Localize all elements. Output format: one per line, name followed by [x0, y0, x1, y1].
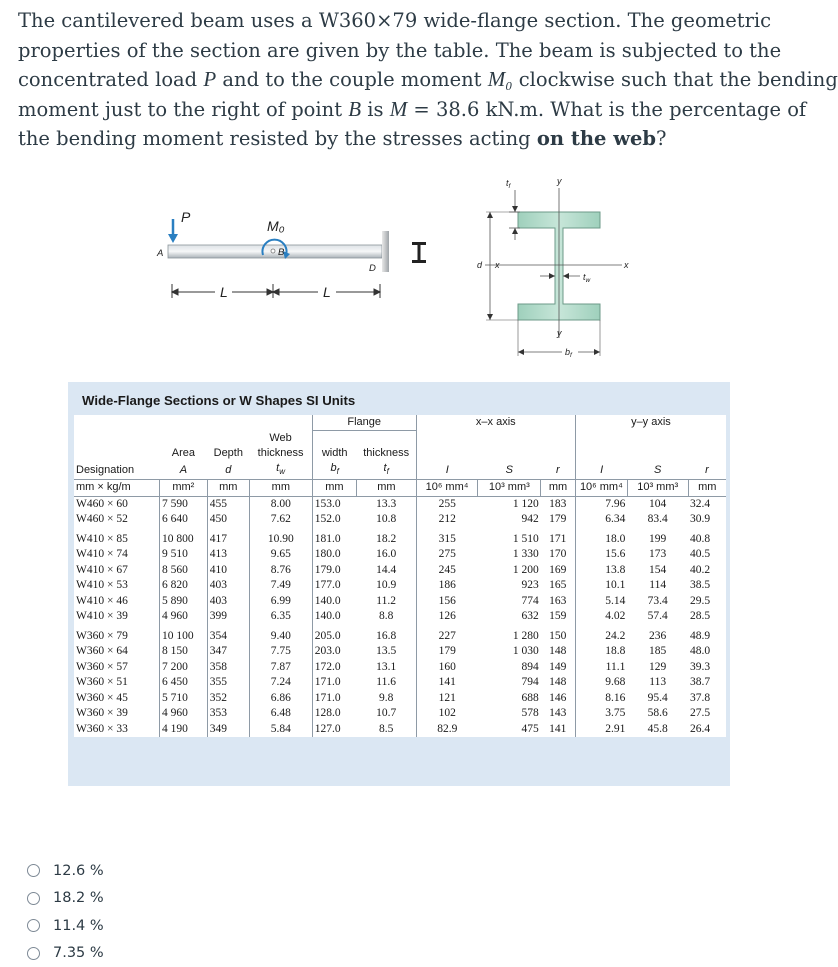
table-cell: 181.0 [312, 528, 356, 548]
table-cell: 11.6 [357, 675, 417, 691]
header-Iy: I [575, 461, 627, 480]
table-row [74, 691, 726, 707]
label-x-right: x [623, 260, 629, 270]
table-cell: 7.62 [249, 512, 312, 528]
beam-figure [0, 0, 773, 370]
option-4[interactable] [27, 940, 104, 967]
table-cell: 48.9 [688, 625, 726, 645]
label-L2: L [323, 284, 331, 300]
table-title: Wide-Flange Sections or W Shapes SI Units [82, 393, 726, 408]
header-designation: Designation [74, 461, 160, 480]
header-web-thickness: thickness [249, 446, 312, 461]
table-cell: 7.24 [249, 675, 312, 691]
table-cell: 18.0 [575, 528, 627, 548]
table-cell: 9.40 [249, 625, 312, 645]
table-cell: 10.9 [357, 578, 417, 594]
table-cell: 417 [207, 528, 249, 548]
header-Sx: S [478, 461, 541, 480]
table-cell: 413 [207, 547, 249, 563]
table-cell: 141 [416, 675, 478, 691]
label-A: A [156, 248, 163, 259]
table-cell: 171.0 [312, 691, 356, 707]
table-cell: 5.84 [249, 722, 312, 738]
table-row [74, 609, 726, 625]
radio-button[interactable] [27, 947, 40, 960]
header-bf: $b_f$ [312, 461, 356, 480]
table-cell: 143 [541, 706, 576, 722]
table-cell: 7.49 [249, 578, 312, 594]
question-line-3: concentrated load P and to the couple moment M₀ clockwise such that the bending [18, 65, 778, 95]
table-cell: 8.16 [575, 691, 627, 707]
table-cell: 152.0 [312, 512, 356, 528]
table-cell: 154 [627, 563, 688, 579]
table-cell: 1 120 [478, 496, 541, 512]
table-cell: 150 [541, 625, 576, 645]
table-header [74, 415, 726, 480]
answer-options [27, 857, 104, 967]
table-cell: 39.3 [688, 660, 726, 676]
header-xx-axis: x–x axis [416, 415, 575, 431]
table-cell: 160 [416, 660, 478, 676]
table-row [74, 625, 726, 645]
table-cell: 32.4 [688, 496, 726, 512]
table-cell: 5 890 [160, 594, 208, 610]
table-cell: 8.76 [249, 563, 312, 579]
table-cell: 347 [207, 644, 249, 660]
table-cell: 177.0 [312, 578, 356, 594]
table-row [74, 660, 726, 676]
designation-cell: W360 × 79 [74, 625, 160, 645]
table-cell: 11.2 [357, 594, 417, 610]
header-flange: Flange [312, 415, 416, 431]
table-cell: 169 [541, 563, 576, 579]
table-cell: 11.1 [575, 660, 627, 676]
table-cell: 104 [627, 496, 688, 512]
table-cell: 205.0 [312, 625, 356, 645]
table-cell: 179.0 [312, 563, 356, 579]
table-cell: 227 [416, 625, 478, 645]
designation-cell: W410 × 53 [74, 578, 160, 594]
table-cell: 410 [207, 563, 249, 579]
radio-button[interactable] [27, 892, 40, 905]
table-cell: 146 [541, 691, 576, 707]
option-label: 12.6 % [53, 863, 104, 879]
table-cell: 245 [416, 563, 478, 579]
label-B: B [278, 247, 285, 258]
table-cell: 5.14 [575, 594, 627, 610]
table-cell: 9.65 [249, 547, 312, 563]
table-cell: 9.8 [357, 691, 417, 707]
table-cell: 57.4 [627, 609, 688, 625]
table-cell: 399 [207, 609, 249, 625]
table-cell: 7 200 [160, 660, 208, 676]
table-cell: 352 [207, 691, 249, 707]
table-cell: 9.68 [575, 675, 627, 691]
header-rx: r [541, 461, 576, 480]
load-P-arrow [168, 219, 178, 243]
table-cell: 7.96 [575, 496, 627, 512]
table-cell: 40.2 [688, 563, 726, 579]
table-cell: 37.8 [688, 691, 726, 707]
table-cell: 10 800 [160, 528, 208, 548]
table-cell: 923 [478, 578, 541, 594]
label-P: P [181, 209, 191, 225]
option-1[interactable] [27, 857, 104, 885]
designation-cell: W460 × 52 [74, 512, 160, 528]
designation-cell: W360 × 57 [74, 660, 160, 676]
question-line-2: properties of the section are given by the table. The beam is subjected to the [18, 36, 778, 66]
option-3[interactable] [27, 912, 104, 940]
table-row [74, 578, 726, 594]
table-cell: 4.02 [575, 609, 627, 625]
question-line-1: The cantilevered beam uses a W360×79 wide-flange section. The geometric [18, 6, 778, 36]
table-cell: 1 030 [478, 644, 541, 660]
header-web: Web [249, 431, 312, 447]
table-cell: 6.86 [249, 691, 312, 707]
label-tf: $t_f$ [506, 178, 512, 190]
table-cell: 355 [207, 675, 249, 691]
designation-cell: W410 × 46 [74, 594, 160, 610]
table-cell: 1 200 [478, 563, 541, 579]
option-label: 11.4 % [53, 918, 104, 934]
table-cell: 6 820 [160, 578, 208, 594]
table-cell: 29.5 [688, 594, 726, 610]
header-ry: r [688, 461, 726, 480]
table-cell: 38.5 [688, 578, 726, 594]
table-cell: 7 590 [160, 496, 208, 512]
label-y-bottom: y [556, 328, 562, 338]
table-cell: 13.8 [575, 563, 627, 579]
table-row [74, 675, 726, 691]
table-row [74, 594, 726, 610]
table-cell: 6 450 [160, 675, 208, 691]
wide-flange-table [74, 415, 726, 737]
table-cell: 83.4 [627, 512, 688, 528]
table-cell: 1 510 [478, 528, 541, 548]
designation-cell: W410 × 39 [74, 609, 160, 625]
wall-support [382, 231, 389, 272]
label-y-top: y [556, 176, 562, 186]
wide-flange-table-panel [68, 382, 730, 786]
table-cell: 173 [627, 547, 688, 563]
label-d: d [477, 260, 483, 270]
table-cell: 140.0 [312, 594, 356, 610]
table-cell: 185 [627, 644, 688, 660]
table-cell: 14.4 [357, 563, 417, 579]
table-cell: 10.8 [357, 512, 417, 528]
table-cell: 3.75 [575, 706, 627, 722]
label-x-left: x [494, 260, 500, 270]
designation-cell: W410 × 85 [74, 528, 160, 548]
header-area: Area [160, 446, 208, 461]
table-cell: 358 [207, 660, 249, 676]
table-cell: 38.7 [688, 675, 726, 691]
table-cell: 163 [541, 594, 576, 610]
table-cell: 2.91 [575, 722, 627, 738]
table-cell: 141 [541, 722, 576, 738]
table-cell: 40.5 [688, 547, 726, 563]
table-cell: 203.0 [312, 644, 356, 660]
table-cell: 172.0 [312, 660, 356, 676]
table-cell: 179 [541, 512, 576, 528]
table-cell: 126 [416, 609, 478, 625]
table-cell: 58.6 [627, 706, 688, 722]
table-cell: 349 [207, 722, 249, 738]
table-cell: 1 330 [478, 547, 541, 563]
table-cell: 8 560 [160, 563, 208, 579]
question-line-4: moment just to the right of point B is M = 38.6 kN.m. What is the percentage of [18, 95, 778, 125]
table-cell: 10 100 [160, 625, 208, 645]
table-cell: 403 [207, 578, 249, 594]
table-row [74, 563, 726, 579]
table-cell: 4 190 [160, 722, 208, 738]
table-cell: 8.00 [249, 496, 312, 512]
label-tw: $t_w$ [583, 272, 592, 284]
table-cell: 353 [207, 706, 249, 722]
table-cell: 6.48 [249, 706, 312, 722]
table-cell: 114 [627, 578, 688, 594]
table-cell: 8.5 [357, 722, 417, 738]
table-cell: 450 [207, 512, 249, 528]
table-body [74, 480, 726, 738]
i-section-symbol [412, 242, 426, 263]
table-cell: 95.4 [627, 691, 688, 707]
table-cell: 894 [478, 660, 541, 676]
table-cell: 774 [478, 594, 541, 610]
table-cell: 82.9 [416, 722, 478, 738]
units-row: mm × kg/m mm² mm mm mm mm 10⁶ mm⁴ 10³ mm³ mm 10⁶ mm⁴ 10³ mm³ mm [74, 480, 726, 497]
option-2[interactable] [27, 885, 104, 913]
header-depth: Depth [207, 446, 249, 461]
header-d: d [207, 461, 249, 480]
table-cell: 183 [541, 496, 576, 512]
table-cell: 186 [416, 578, 478, 594]
table-row [74, 496, 726, 512]
table-cell: 148 [541, 675, 576, 691]
table-cell: 4 960 [160, 706, 208, 722]
table-cell: 475 [478, 722, 541, 738]
table-cell: 45.8 [627, 722, 688, 738]
table-cell: 5 710 [160, 691, 208, 707]
table-row [74, 722, 726, 738]
table-cell: 102 [416, 706, 478, 722]
table-cell: 171 [541, 528, 576, 548]
header-A: A [160, 461, 208, 480]
table-cell: 149 [541, 660, 576, 676]
table-row [74, 528, 726, 548]
label-bf: $b_f$ [565, 347, 573, 359]
table-cell: 18.8 [575, 644, 627, 660]
table-cell: 24.2 [575, 625, 627, 645]
table-cell: 165 [541, 578, 576, 594]
table-cell: 179 [416, 644, 478, 660]
designation-cell: W410 × 74 [74, 547, 160, 563]
table-cell: 6.99 [249, 594, 312, 610]
label-D: D [369, 263, 376, 274]
radio-button[interactable] [27, 864, 40, 877]
table-cell: 148 [541, 644, 576, 660]
table-cell: 15.6 [575, 547, 627, 563]
header-tw: $t_w$ [249, 461, 312, 480]
table-cell: 40.8 [688, 528, 726, 548]
radio-button[interactable] [27, 919, 40, 932]
table-cell: 942 [478, 512, 541, 528]
table-cell: 6.35 [249, 609, 312, 625]
table-cell: 10.7 [357, 706, 417, 722]
table-cell: 7.87 [249, 660, 312, 676]
table-cell: 9 510 [160, 547, 208, 563]
cross-section [485, 188, 622, 356]
table-cell: 121 [416, 691, 478, 707]
table-cell: 26.4 [688, 722, 726, 738]
option-label: 18.2 % [53, 890, 104, 906]
table-cell: 199 [627, 528, 688, 548]
table-cell: 171.0 [312, 675, 356, 691]
option-label: 7.35 % [53, 945, 104, 961]
designation-cell: W460 × 60 [74, 496, 160, 512]
table-cell: 403 [207, 594, 249, 610]
designation-cell: W360 × 33 [74, 722, 160, 738]
table-cell: 159 [541, 609, 576, 625]
table-cell: 275 [416, 547, 478, 563]
question-line-5: the bending moment resisted by the stresses acting on the web? [18, 124, 778, 154]
table-cell: 30.9 [688, 512, 726, 528]
table-cell: 4 960 [160, 609, 208, 625]
header-yy-axis: y–y axis [575, 415, 726, 431]
designation-cell: W360 × 51 [74, 675, 160, 691]
designation-cell: W410 × 67 [74, 563, 160, 579]
table-cell: 48.0 [688, 644, 726, 660]
table-cell: 129 [627, 660, 688, 676]
header-width: width [312, 446, 356, 461]
table-cell: 8 150 [160, 644, 208, 660]
header-Ix: I [416, 461, 478, 480]
table-cell: 8.8 [357, 609, 417, 625]
table-cell: 28.5 [688, 609, 726, 625]
designation-cell: W360 × 45 [74, 691, 160, 707]
table-cell: 794 [478, 675, 541, 691]
table-row [74, 644, 726, 660]
table-cell: 688 [478, 691, 541, 707]
table-cell: 16.8 [357, 625, 417, 645]
table-cell: 127.0 [312, 722, 356, 738]
table-cell: 1 280 [478, 625, 541, 645]
table-cell: 140.0 [312, 609, 356, 625]
table-cell: 6.34 [575, 512, 627, 528]
table-cell: 455 [207, 496, 249, 512]
table-row [74, 512, 726, 528]
header-tf: $t_f$ [357, 461, 417, 480]
table-cell: 13.5 [357, 644, 417, 660]
table-cell: 180.0 [312, 547, 356, 563]
table-cell: 10.90 [249, 528, 312, 548]
designation-cell: W360 × 64 [74, 644, 160, 660]
table-cell: 10.1 [575, 578, 627, 594]
table-cell: 632 [478, 609, 541, 625]
table-cell: 236 [627, 625, 688, 645]
table-cell: 13.3 [357, 496, 417, 512]
table-cell: 18.2 [357, 528, 417, 548]
length-dimension [172, 284, 380, 298]
table-cell: 73.4 [627, 594, 688, 610]
label-M0: M₀ [267, 218, 285, 234]
table-cell: 212 [416, 512, 478, 528]
table-cell: 13.1 [357, 660, 417, 676]
table-row [74, 706, 726, 722]
table-cell: 170 [541, 547, 576, 563]
table-cell: 113 [627, 675, 688, 691]
table-cell: 16.0 [357, 547, 417, 563]
header-flange-thickness: thickness [357, 446, 417, 461]
header-Sy: S [627, 461, 688, 480]
table-cell: 6 640 [160, 512, 208, 528]
designation-cell: W360 × 39 [74, 706, 160, 722]
table-cell: 7.75 [249, 644, 312, 660]
table-cell: 315 [416, 528, 478, 548]
table-cell: 128.0 [312, 706, 356, 722]
table-cell: 156 [416, 594, 478, 610]
table-cell: 255 [416, 496, 478, 512]
table-cell: 27.5 [688, 706, 726, 722]
table-cell: 578 [478, 706, 541, 722]
table-row [74, 547, 726, 563]
table-cell: 153.0 [312, 496, 356, 512]
table-cell: 354 [207, 625, 249, 645]
label-L1: L [220, 284, 228, 300]
